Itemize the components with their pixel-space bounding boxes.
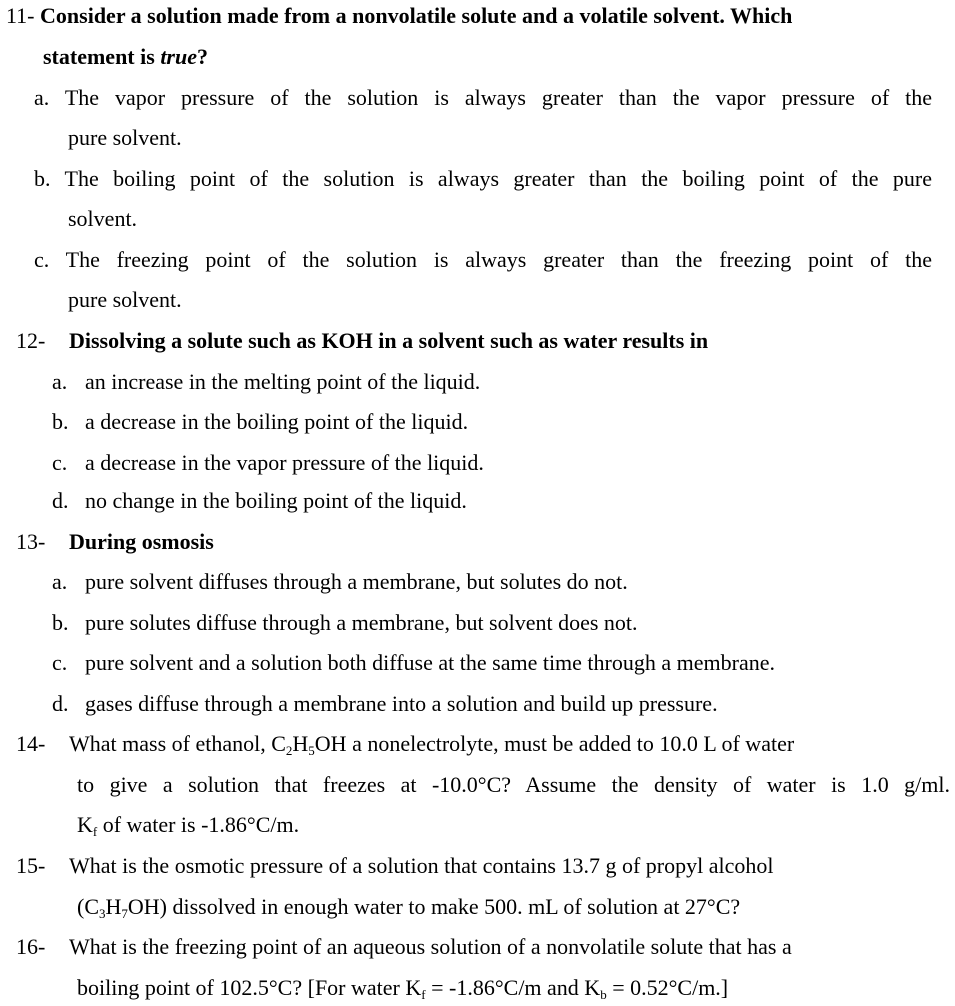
subscript: f: [92, 824, 98, 839]
option-text: pure solvent diffuses through a membrane, but solutes do not.: [85, 569, 628, 594]
question-11-stem-continued: [43, 44, 208, 70]
question-text: What is the freezing point of an aqueous solution of a nonvolatile solute that has a: [69, 934, 792, 959]
question-text: of water is -1.86°C/m.: [97, 812, 300, 837]
question-number: 16-: [16, 934, 46, 959]
option-11a-continued: pure solvent.: [68, 125, 182, 150]
option-13d[interactable]: [52, 691, 718, 717]
option-11c[interactable]: [34, 247, 932, 273]
option-text: pure solvent and a solution both diffuse at the same time through a membrane.: [85, 650, 775, 675]
question-14-line-3: [77, 812, 299, 838]
option-text: gases diffuse through a membrane into a solution and build up pressure.: [85, 691, 718, 716]
question-11-stem: [6, 3, 950, 29]
subscript: 3: [99, 906, 106, 921]
question-15-line-2: [77, 894, 740, 920]
option-letter: c.: [34, 247, 50, 272]
option-letter: c.: [52, 650, 68, 675]
question-number: 15-: [16, 853, 46, 878]
option-12a[interactable]: [52, 369, 480, 395]
question-16-line-1: [16, 934, 950, 960]
question-16-line-2: [77, 975, 728, 1001]
option-text: a decrease in the vapor pressure of the liquid.: [85, 450, 484, 475]
question-text: What is the osmotic pressure of a solution that contains 13.7 g of propyl alcohol: [69, 853, 774, 878]
option-letter: b.: [52, 409, 69, 434]
question-text: Dissolving a solute such as KOH in a solvent such as water results in: [69, 328, 709, 353]
option-12b[interactable]: [52, 409, 468, 435]
question-number: 12-: [16, 328, 46, 353]
question-text: What mass of ethanol, C: [69, 731, 286, 756]
question-text: OH) dissolved in enough water to make 500. mL of solution at 27°C?: [127, 894, 741, 919]
subscript: 7: [121, 906, 128, 921]
question-12-stem: [16, 328, 708, 354]
question-text: = 0.52°C/m.]: [606, 975, 729, 1000]
question-13-stem: [16, 529, 214, 555]
question-text: Consider a solution made from a nonvolatile solute and a volatile solvent. Which: [40, 3, 793, 28]
subscript: f: [421, 987, 426, 1002]
stem-text: statement is: [43, 44, 161, 69]
option-13b[interactable]: [52, 610, 638, 636]
question-text: H: [292, 731, 309, 756]
emphasis-text: true: [160, 44, 197, 69]
option-letter: a.: [34, 85, 50, 110]
question-text: K: [77, 812, 93, 837]
option-11b-continued: solvent.: [68, 206, 138, 231]
question-text: boiling point of 102.5°C? [For water K: [77, 975, 422, 1000]
option-letter: a.: [52, 369, 68, 394]
option-text: pure solutes diffuse through a membrane, but solvent does not.: [85, 610, 638, 635]
question-15-line-1: [16, 853, 950, 879]
subscript: 2: [285, 743, 293, 758]
option-text: The vapor pressure of the solution is always greater than the vapor pressure of the: [64, 85, 932, 110]
question-text: During osmosis: [69, 529, 214, 554]
option-letter: c.: [52, 450, 68, 475]
option-letter: d.: [52, 691, 69, 716]
question-text: H: [105, 894, 122, 919]
option-letter: b.: [34, 166, 51, 191]
question-text: (C: [77, 894, 99, 919]
question-number: 13-: [16, 529, 46, 554]
option-13c[interactable]: [52, 650, 775, 676]
subscript: 5: [308, 743, 315, 758]
option-11b[interactable]: [34, 166, 932, 192]
question-14-line-1: [16, 731, 950, 757]
question-text: OH a nonelectrolyte, must be added to 10.0 L of water: [314, 731, 795, 756]
subscript: b: [600, 987, 607, 1002]
question-14-line-2: to give a solution that freezes at -10.0°C? Assume the density of water is 1.0 g/ml.: [77, 772, 950, 797]
question-number: 11-: [6, 3, 35, 28]
option-letter: a.: [52, 569, 68, 594]
option-text: a decrease in the boiling point of the liquid.: [85, 409, 469, 434]
option-11a[interactable]: [34, 85, 932, 111]
option-12d[interactable]: [52, 488, 467, 514]
option-text: no change in the boiling point of the liquid.: [85, 488, 467, 513]
option-text: an increase in the melting point of the liquid.: [85, 369, 481, 394]
option-letter: b.: [52, 610, 69, 635]
option-13a[interactable]: [52, 569, 628, 595]
option-text: The freezing point of the solution is always greater than the freezing point of the: [65, 247, 932, 272]
option-11c-continued: pure solvent.: [68, 287, 182, 312]
question-text: = -1.86°C/m and K: [425, 975, 601, 1000]
question-number: 14-: [16, 731, 46, 756]
option-12c[interactable]: [52, 450, 484, 476]
option-text: The boiling point of the solution is always greater than the boiling point of the pure: [64, 166, 932, 191]
stem-text: ?: [197, 44, 208, 69]
option-letter: d.: [52, 488, 69, 513]
